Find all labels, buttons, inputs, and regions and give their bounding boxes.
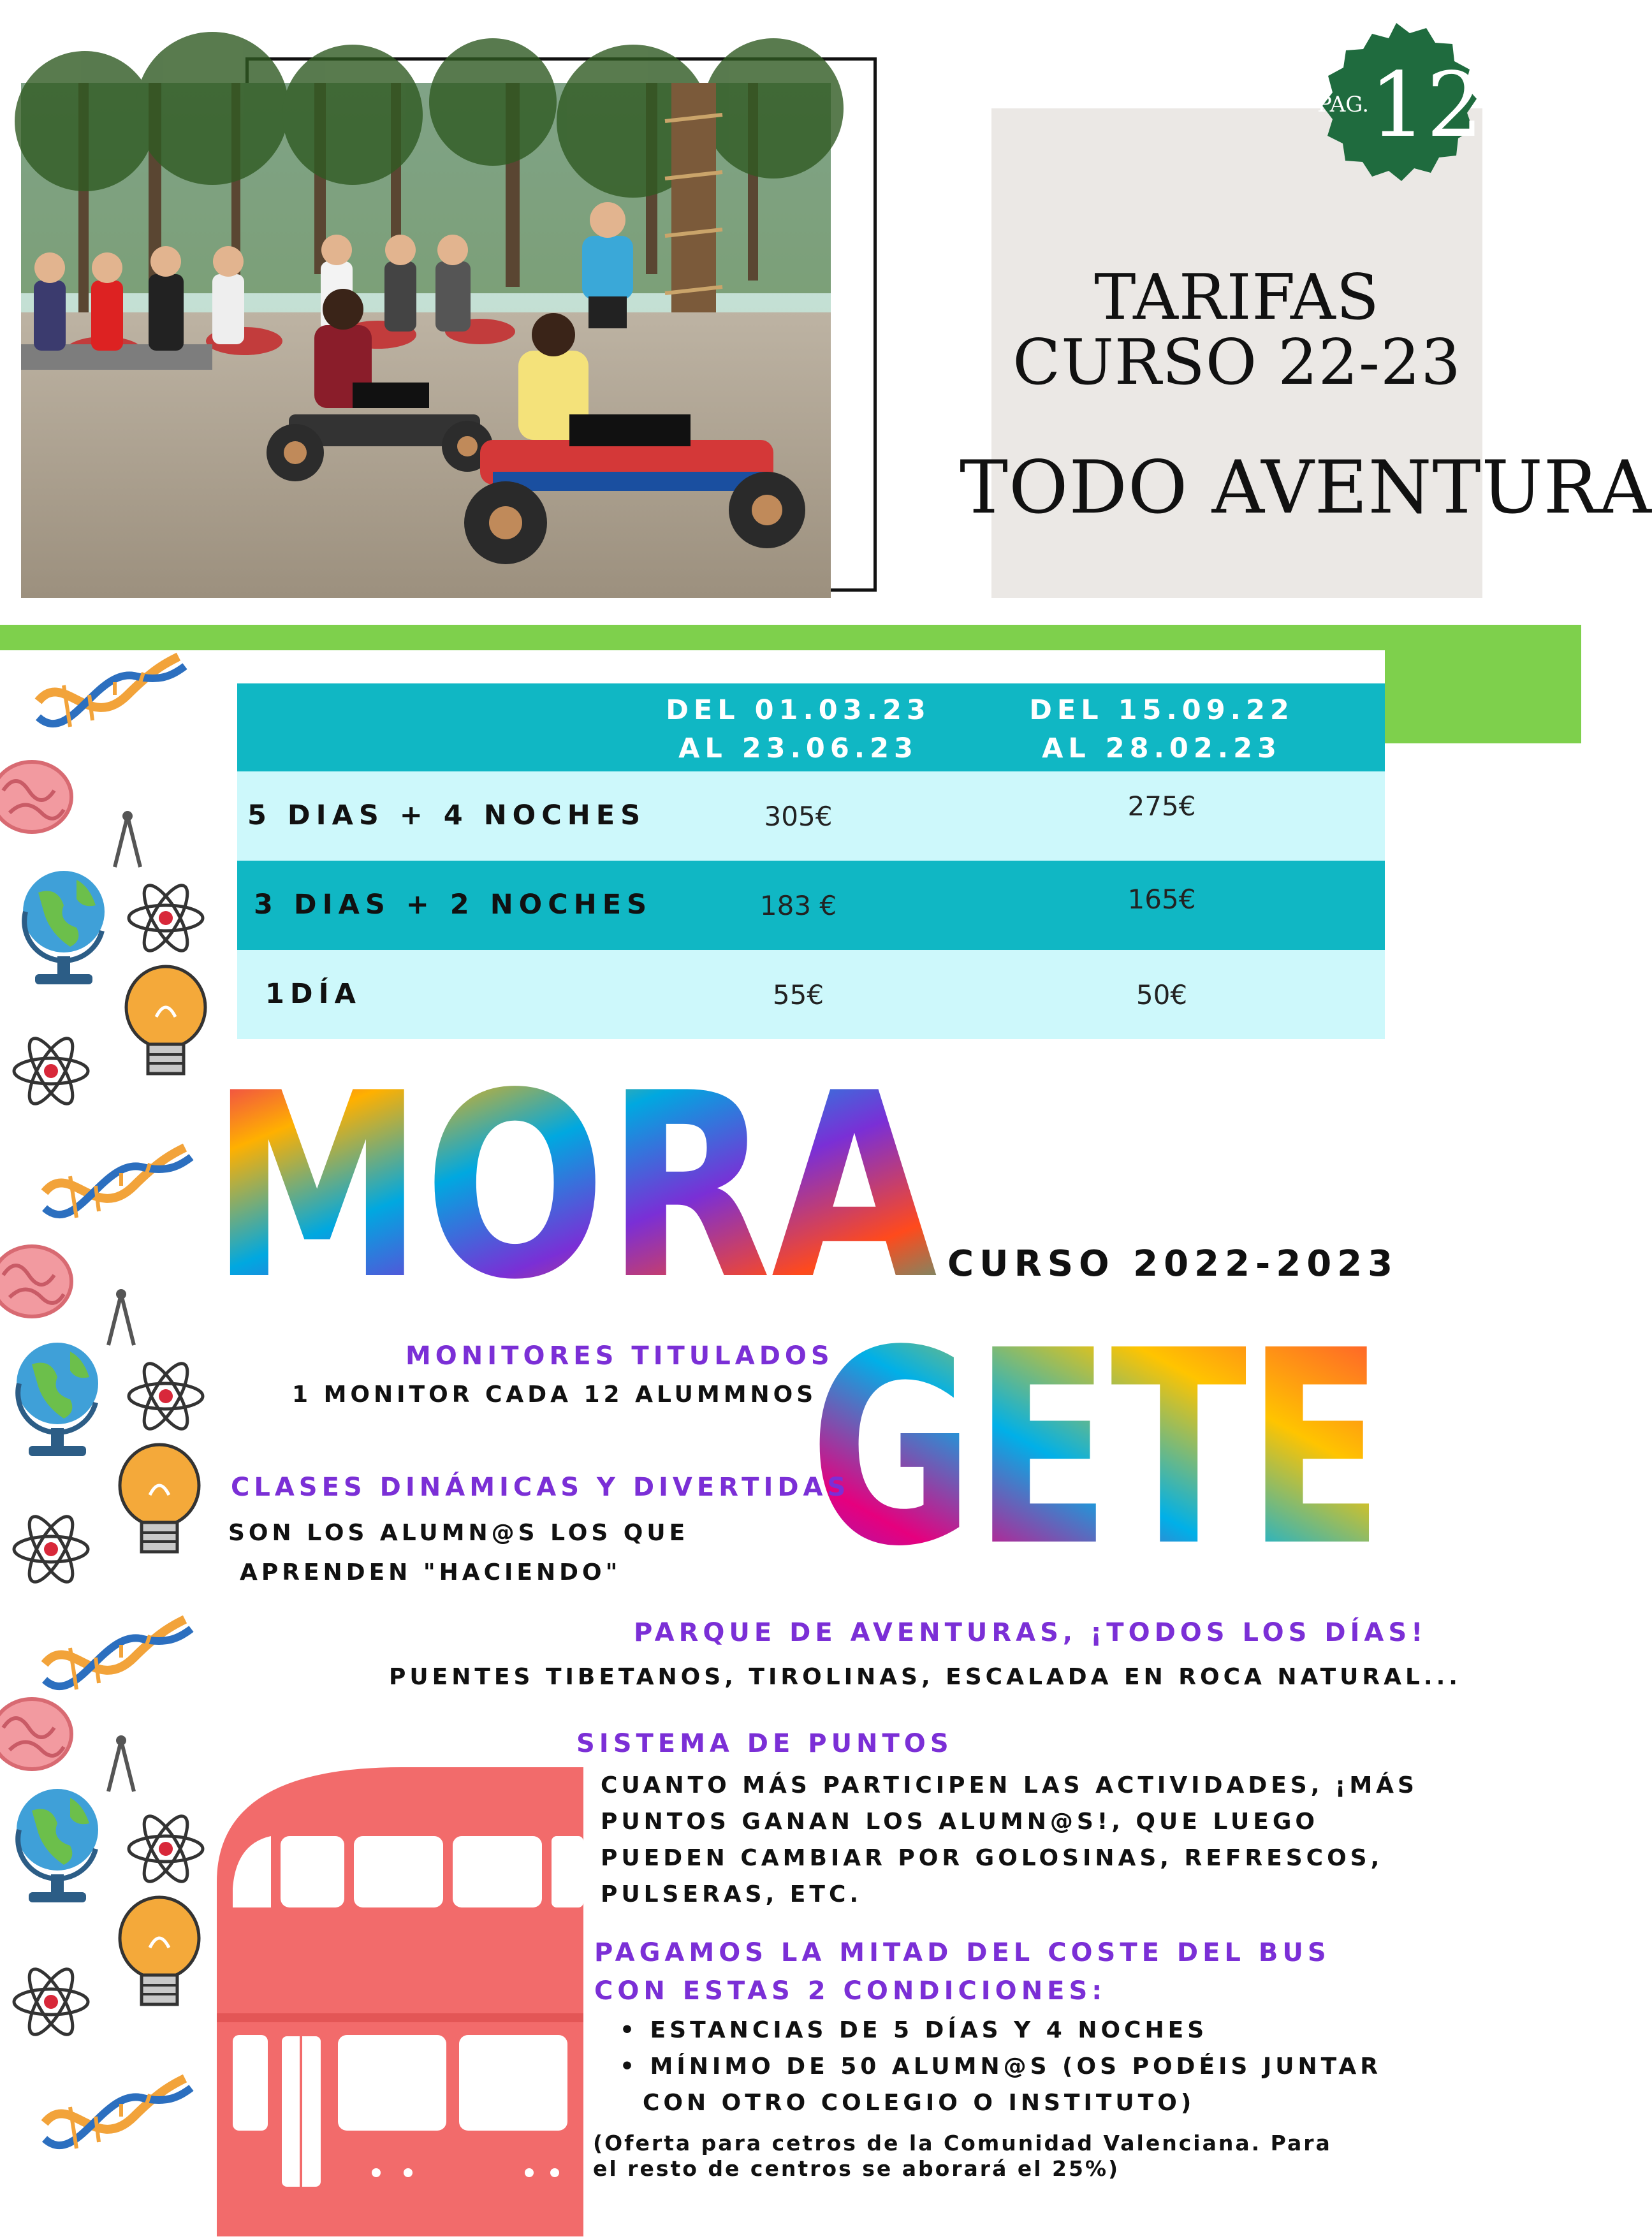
table-header-row bbox=[237, 683, 1385, 771]
atom-icon bbox=[14, 1511, 88, 1587]
page-badge bbox=[1308, 20, 1484, 196]
dna-icon bbox=[45, 2078, 191, 2148]
badge-prefix: PAG. bbox=[1317, 92, 1370, 117]
compass-icon bbox=[108, 1735, 134, 1791]
monitors-text: 1 MONITOR CADA 12 ALUMMNOS bbox=[292, 1382, 817, 1408]
atom-icon bbox=[14, 1033, 88, 1109]
brain-icon bbox=[0, 762, 71, 832]
course-label: CURSO 2022-2023 bbox=[947, 1243, 1399, 1285]
gete-logo bbox=[810, 1294, 1390, 1605]
points-text-4: PULSERAS, ETC. bbox=[601, 1881, 863, 1907]
brain-icon bbox=[0, 1699, 71, 1769]
dna-icon bbox=[45, 1148, 191, 1218]
row-label: 5 DIAS + 4 NOCHES bbox=[247, 799, 647, 831]
bus-condition-2: • MÍNIMO DE 50 ALUMN@S (OS PODÉIS JUNTAR bbox=[620, 2053, 1382, 2080]
badge-number: 12 bbox=[1370, 54, 1484, 157]
header-period-2 bbox=[996, 691, 1327, 768]
atom-icon bbox=[129, 1811, 203, 1887]
lightbulb-icon bbox=[120, 1897, 199, 2004]
bus-title-1: PAGAMOS LA MITAD DEL COSTE DEL BUS bbox=[594, 1938, 1331, 1967]
classes-title: CLASES DINÁMICAS Y DIVERTIDAS bbox=[231, 1473, 851, 1502]
points-title: SISTEMA DE PUNTOS bbox=[576, 1729, 953, 1758]
price-value: 305€ bbox=[764, 801, 833, 832]
classes-text-2: APRENDEN "HACIENDO" bbox=[240, 1559, 622, 1586]
lightbulb-icon bbox=[120, 1445, 199, 1552]
table-row bbox=[237, 950, 1385, 1039]
points-text-3: PUEDEN CAMBIAR POR GOLOSINAS, REFRESCOS, bbox=[601, 1845, 1384, 1871]
offer-note-2: el resto de centros se aborará el 25%) bbox=[593, 2156, 1120, 2181]
price-value: 183 € bbox=[759, 890, 837, 921]
points-text-2: PUNTOS GANAN LOS ALUMN@S!, QUE LUEGO bbox=[601, 1809, 1319, 1835]
header-period-1 bbox=[632, 691, 964, 768]
title-tarifas: TARIFAS bbox=[1094, 261, 1380, 334]
title-todo-aventura: TODO AVENTURA bbox=[960, 445, 1652, 530]
atom-icon bbox=[129, 1358, 203, 1434]
compass-icon bbox=[115, 811, 140, 867]
bus-condition-2b: CON OTRO COLEGIO O INSTITUTO) bbox=[643, 2090, 1195, 2116]
green-side-block bbox=[1385, 625, 1581, 743]
gete-word: GETE bbox=[810, 1294, 1384, 1605]
table-row bbox=[237, 771, 1385, 861]
lightbulb-icon bbox=[126, 966, 205, 1074]
bus-condition-1: • ESTANCIAS DE 5 DÍAS Y 4 NOCHES bbox=[620, 2017, 1208, 2043]
price-value: 165€ bbox=[1127, 884, 1196, 915]
pedal-karts-photo bbox=[21, 83, 831, 598]
atom-icon bbox=[129, 880, 203, 956]
header-period-2-end: AL 28.02.23 bbox=[1042, 733, 1282, 764]
points-text-1: CUANTO MÁS PARTICIPEN LAS ACTIVIDADES, ¡MÁS bbox=[601, 1772, 1418, 1798]
header-period-1-start: DEL 01.03.23 bbox=[666, 694, 931, 726]
price-value: 275€ bbox=[1127, 791, 1196, 822]
mora-logo bbox=[210, 1039, 950, 1336]
park-title: PARQUE DE AVENTURAS, ¡TODOS LOS DÍAS! bbox=[634, 1618, 1428, 1647]
mora-word: MORA bbox=[210, 1039, 939, 1336]
brain-icon bbox=[0, 1246, 71, 1316]
monitors-title: MONITORES TITULADOS bbox=[406, 1341, 834, 1371]
header-period-1-end: AL 23.06.23 bbox=[678, 733, 918, 764]
header-period-2-start: DEL 15.09.22 bbox=[1029, 694, 1294, 726]
classes-text-1: SON LOS ALUMN@S LOS QUE bbox=[228, 1520, 689, 1546]
double-decker-bus-icon bbox=[210, 1761, 583, 2236]
price-value: 55€ bbox=[772, 979, 824, 1010]
price-table bbox=[237, 683, 1385, 1039]
title-curso: CURSO 22-23 bbox=[1012, 326, 1461, 399]
price-value: 50€ bbox=[1136, 979, 1188, 1010]
table-row bbox=[237, 861, 1385, 950]
park-text: PUENTES TIBETANOS, TIROLINAS, ESCALADA EN ROCA NATURAL... bbox=[389, 1664, 1461, 1690]
dna-icon bbox=[45, 1619, 191, 1689]
compass-icon bbox=[108, 1289, 134, 1345]
atom-icon bbox=[14, 1964, 88, 2040]
science-icons-column bbox=[0, 650, 230, 2236]
bus-title-2: CON ESTAS 2 CONDICIONES: bbox=[594, 1976, 1107, 2006]
offer-note-1: (Oferta para cetros de la Comunidad Valenciana. Para bbox=[593, 2131, 1332, 2155]
dna-icon bbox=[38, 657, 185, 727]
green-band bbox=[0, 625, 1581, 650]
globe-icon bbox=[23, 871, 105, 984]
globe-icon bbox=[17, 1343, 98, 1456]
row-label: 3 DIAS + 2 NOCHES bbox=[254, 889, 653, 921]
globe-icon bbox=[17, 1789, 98, 1902]
row-label: 1DÍA bbox=[265, 978, 362, 1010]
